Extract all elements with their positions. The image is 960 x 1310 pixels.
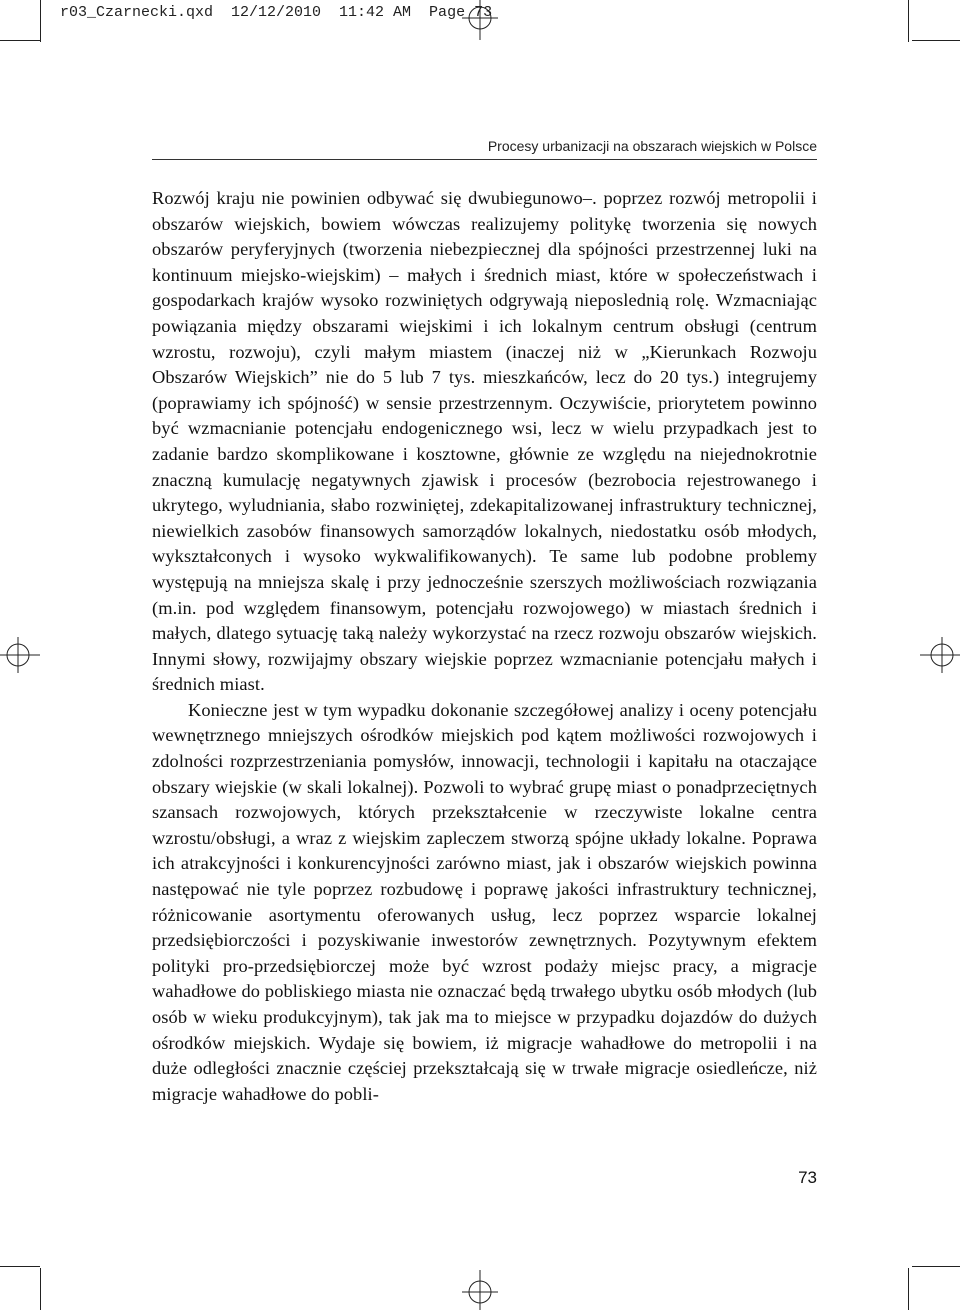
paragraph-2: Konieczne jest w tym wypadku dokonanie szczegółowej analizy i oceny potencjału wewnętrznego mniejszych ośrodków miejskich pod kątem możliwości rozwojowych i zdolności rozprzestrzeniania pomysłów, innowacji, technologii i kapitału na otaczające obszary wiejskie (w skali lokalnej). Pozwoli to wybrać grupę miast o ponadprzeciętnych szansach rozwojowych, których przekształcenie w rzeczywiste lokalne centra wzrostu/obsługi, a wraz z wiejskim zapleczem stworzą spójne układy lokalne. Poprawa ich atrakcyjności i konkurencyjności zarówno miast, jak i obszarów wiejskich powinna następować nie tyle poprzez rozbudowę i poprawę jakości infrastruktury technicznej, różnicowanie asortymentu oferowanych usług, lecz poprzez wsparcie lokalnej przedsiębiorczości i pozyskiwanie inwestorów zewnętrznych. Pozytywnym efektem polityki pro-przedsiębiorczej może być wzrost podaży miejsc pracy, a migracje wahadłowe do pobliskiego miasta nie oznaczać będą trwałego ubytku osób młodych (lub osób w wieku produkcyjnym), tak jak ma to miejsce w przypadku dojazdów do dużych ośrodków miejskich. Wydaje się bowiem, iż migracje wahadłowe do metropolii i na duże odległości znacznie częściej przekształcają się w trwałe migracje osiedleńcze, niż migracje wahadłowe do pobli- (152, 699, 817, 1104)
crop-mark-bottom-left-vertical (40, 1268, 41, 1310)
body-text (152, 186, 817, 1107)
running-head: Procesy urbanizacji na obszarach wiejskich w Polsce (487, 138, 817, 154)
paragraph-1: Rozwój kraju nie powinien odbywać się dwubiegunowo–. poprzez rozwój metropolii i obszarów wiejskich, bowiem wówczas realizujemy politykę tworzenia się nowych obszarów peryferyjnych (tworzenia niebezpiecznej dla spójności przestrzennej luki na kontinuum miejsko-wiejskim) – małych i średnich miast, które w społeczeństwach i gospodarkach krajów wysoko rozwiniętych odgrywają nieposlednią rolę. Wzmacniając powiązania między obszarami wiejskimi i ich lokalnym centrum obsługi (centrum wzrostu, rozwoju), czyli małym miastem (inaczej niż w „Kierunkach Rozwoju Obszarów Wiejskich” nie do 5 lub 7 tys. mieszkańców, lecz do 20 tys.) integrujemy (poprawiamy ich spójność) w sensie przestrzennym. Oczywiście, priorytetem powinno być wzmacnianie potencjału endogenicznego wsi, lecz w wielu przypadkach jest to zadanie bardzo skomplikowane i kosztowne, głównie ze względu na niejednokrotnie znaczną kumulację negatywnych zjawisk i procesów (bezrobocia rejestrowanego i ukrytego, wyludniania, słabo rozwiniętej, zdekapitalizowanej infrastruktury technicznej, niewielkich zasobów finansowych samorządów lokalnych, niedostatku osób młodych, wykształconych i wysoko wykwalifikowanych). Te same lub podobne problemy występują na mniejsza skalę i przy jednocześnie szerszych możliwościach rozwiązania (m.in. pod względem finansowym, potencjału rozwojowego) w miastach średnich i małych, dlatego sytuację taką należy wykorzystać na rzecz rozwoju obszarów wiejskich. Innymi słowy, rozwijajmy obszary wiejskie poprzez wzmacnianie potencjału małych i średnich miast. (152, 188, 817, 695)
header-rule (152, 159, 817, 160)
registration-mark-left-icon (0, 633, 44, 677)
crop-mark-top-left-vertical (40, 0, 41, 42)
crop-mark-top-right-vertical (908, 0, 909, 42)
crop-mark-bottom-left-horizontal (0, 1266, 40, 1267)
registration-mark-right-icon (916, 633, 960, 677)
print-slug: r03_Czarnecki.qxd 12/12/2010 11:42 AM Page 73 (60, 4, 493, 21)
registration-mark-top-icon (458, 0, 502, 44)
crop-mark-bottom-right-vertical (908, 1268, 909, 1310)
registration-mark-bottom-icon (458, 1266, 502, 1310)
crop-mark-top-right-horizontal (912, 40, 960, 41)
crop-mark-top-left-horizontal (0, 40, 40, 41)
page-number: 73 (798, 1168, 817, 1187)
crop-mark-bottom-right-horizontal (912, 1266, 960, 1267)
